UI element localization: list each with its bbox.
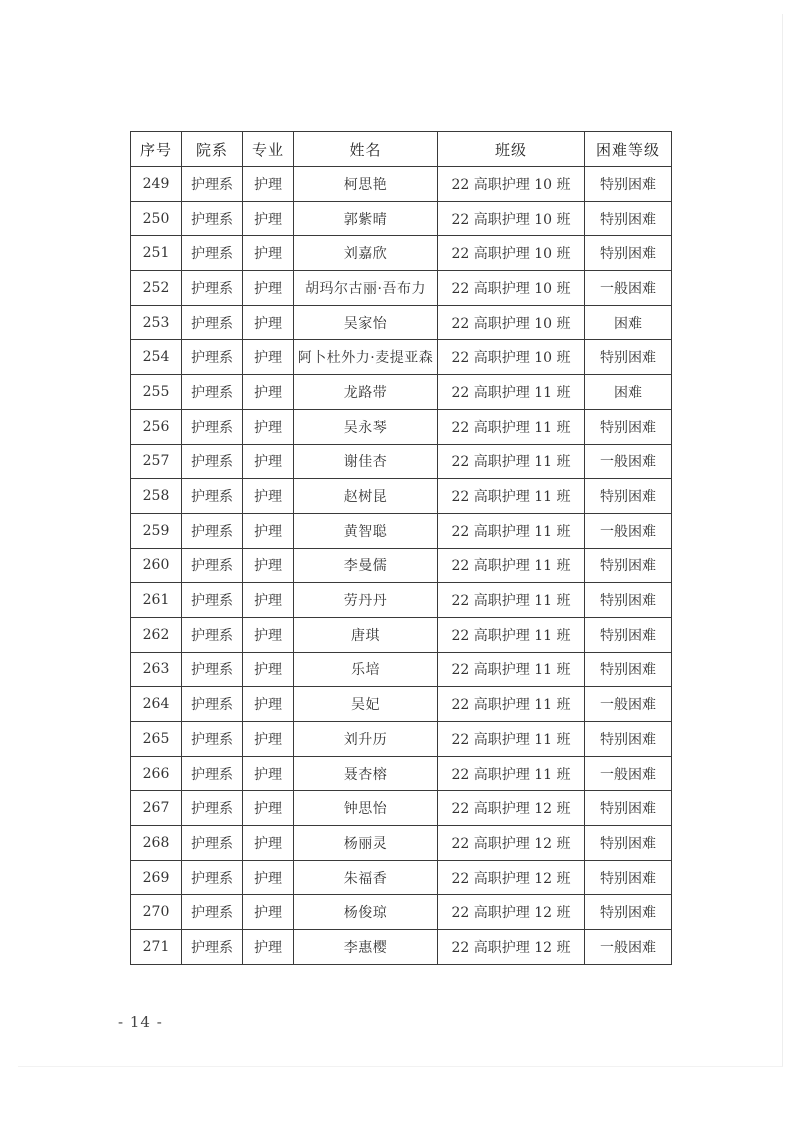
row-major-cell: 护理 [243, 652, 294, 687]
row-class-cell: 22 高职护理 12 班 [438, 791, 585, 826]
header-number: 序号 [131, 132, 182, 167]
row-name-cell: 黄智聪 [294, 513, 438, 548]
row-number-cell: 253 [131, 305, 182, 340]
row-department-cell: 护理系 [182, 305, 243, 340]
row-department-cell: 护理系 [182, 167, 243, 202]
row-number-cell: 270 [131, 895, 182, 930]
row-number-cell: 261 [131, 583, 182, 618]
row-class-cell: 22 高职护理 12 班 [438, 826, 585, 861]
row-number-cell: 269 [131, 860, 182, 895]
row-name-cell: 劳丹丹 [294, 583, 438, 618]
row-number-cell: 256 [131, 409, 182, 444]
row-class-cell: 22 高职护理 11 班 [438, 687, 585, 722]
row-difficulty-level-cell: 特别困难 [585, 236, 672, 271]
row-name-cell: 乐培 [294, 652, 438, 687]
row-number-cell: 267 [131, 791, 182, 826]
row-department-cell: 护理系 [182, 236, 243, 271]
row-number-cell: 263 [131, 652, 182, 687]
row-department-cell: 护理系 [182, 791, 243, 826]
row-name-cell: 阿卜杜外力·麦提亚森 [294, 340, 438, 375]
row-department-cell: 护理系 [182, 930, 243, 965]
row-difficulty-level-cell: 一般困难 [585, 513, 672, 548]
table-row [131, 791, 672, 826]
row-number-cell: 259 [131, 513, 182, 548]
row-class-cell: 22 高职护理 12 班 [438, 930, 585, 965]
row-name-cell: 朱福香 [294, 860, 438, 895]
row-name-cell: 钟思怡 [294, 791, 438, 826]
row-major-cell: 护理 [243, 236, 294, 271]
row-difficulty-level-cell: 一般困难 [585, 444, 672, 479]
row-major-cell: 护理 [243, 167, 294, 202]
row-class-cell: 22 高职护理 10 班 [438, 167, 585, 202]
row-major-cell: 护理 [243, 722, 294, 757]
table-row [131, 479, 672, 514]
row-difficulty-level-cell: 一般困难 [585, 271, 672, 306]
row-difficulty-level-cell: 特别困难 [585, 409, 672, 444]
row-number-cell: 254 [131, 340, 182, 375]
row-class-cell: 22 高职护理 11 班 [438, 722, 585, 757]
row-department-cell: 护理系 [182, 652, 243, 687]
row-name-cell: 赵树昆 [294, 479, 438, 514]
row-department-cell: 护理系 [182, 756, 243, 791]
header-major: 专业 [243, 132, 294, 167]
row-department-cell: 护理系 [182, 583, 243, 618]
row-difficulty-level-cell: 一般困难 [585, 930, 672, 965]
table-row [131, 895, 672, 930]
table-row [131, 375, 672, 410]
row-name-cell: 胡玛尔古丽·吾布力 [294, 271, 438, 306]
row-major-cell: 护理 [243, 271, 294, 306]
row-name-cell: 谢佳杏 [294, 444, 438, 479]
row-number-cell: 262 [131, 617, 182, 652]
row-number-cell: 249 [131, 167, 182, 202]
row-class-cell: 22 高职护理 10 班 [438, 340, 585, 375]
row-difficulty-level-cell: 特别困难 [585, 652, 672, 687]
row-major-cell: 护理 [243, 930, 294, 965]
row-difficulty-level-cell: 特别困难 [585, 548, 672, 583]
table-row [131, 687, 672, 722]
row-name-cell: 吴家怡 [294, 305, 438, 340]
row-major-cell: 护理 [243, 444, 294, 479]
row-major-cell: 护理 [243, 375, 294, 410]
row-class-cell: 22 高职护理 10 班 [438, 236, 585, 271]
row-department-cell: 护理系 [182, 271, 243, 306]
row-difficulty-level-cell: 特别困难 [585, 617, 672, 652]
row-department-cell: 护理系 [182, 826, 243, 861]
row-difficulty-level-cell: 特别困难 [585, 583, 672, 618]
row-major-cell: 护理 [243, 687, 294, 722]
row-difficulty-level-cell: 困难 [585, 305, 672, 340]
row-name-cell: 唐琪 [294, 617, 438, 652]
row-name-cell: 杨丽灵 [294, 826, 438, 861]
row-difficulty-level-cell: 特别困难 [585, 167, 672, 202]
row-major-cell: 护理 [243, 340, 294, 375]
row-difficulty-level-cell: 特别困难 [585, 201, 672, 236]
row-number-cell: 251 [131, 236, 182, 271]
row-class-cell: 22 高职护理 10 班 [438, 201, 585, 236]
row-class-cell: 22 高职护理 11 班 [438, 409, 585, 444]
table-row [131, 236, 672, 271]
row-name-cell: 李惠樱 [294, 930, 438, 965]
row-number-cell: 268 [131, 826, 182, 861]
row-difficulty-level-cell: 特别困难 [585, 791, 672, 826]
row-department-cell: 护理系 [182, 409, 243, 444]
row-number-cell: 260 [131, 548, 182, 583]
table-row [131, 860, 672, 895]
row-major-cell: 护理 [243, 756, 294, 791]
row-class-cell: 22 高职护理 11 班 [438, 444, 585, 479]
row-number-cell: 258 [131, 479, 182, 514]
row-name-cell: 李曼儒 [294, 548, 438, 583]
table-header-row [131, 132, 672, 167]
table-row [131, 271, 672, 306]
table-row [131, 513, 672, 548]
row-difficulty-level-cell: 特别困难 [585, 722, 672, 757]
row-class-cell: 22 高职护理 12 班 [438, 860, 585, 895]
row-class-cell: 22 高职护理 10 班 [438, 271, 585, 306]
row-class-cell: 22 高职护理 12 班 [438, 895, 585, 930]
table-row [131, 167, 672, 202]
row-name-cell: 聂杏榕 [294, 756, 438, 791]
row-department-cell: 护理系 [182, 722, 243, 757]
row-major-cell: 护理 [243, 583, 294, 618]
table-row [131, 826, 672, 861]
header-class: 班级 [438, 132, 585, 167]
row-name-cell: 吴永琴 [294, 409, 438, 444]
student-roster-table [130, 131, 672, 965]
row-name-cell: 刘嘉欣 [294, 236, 438, 271]
row-class-cell: 22 高职护理 11 班 [438, 617, 585, 652]
row-class-cell: 22 高职护理 11 班 [438, 548, 585, 583]
table-row [131, 583, 672, 618]
row-class-cell: 22 高职护理 11 班 [438, 513, 585, 548]
row-department-cell: 护理系 [182, 444, 243, 479]
row-major-cell: 护理 [243, 548, 294, 583]
row-department-cell: 护理系 [182, 687, 243, 722]
row-number-cell: 266 [131, 756, 182, 791]
row-number-cell: 264 [131, 687, 182, 722]
row-name-cell: 吴妃 [294, 687, 438, 722]
row-department-cell: 护理系 [182, 860, 243, 895]
row-class-cell: 22 高职护理 11 班 [438, 652, 585, 687]
row-difficulty-level-cell: 特别困难 [585, 340, 672, 375]
row-major-cell: 护理 [243, 201, 294, 236]
row-difficulty-level-cell: 特别困难 [585, 895, 672, 930]
row-number-cell: 250 [131, 201, 182, 236]
row-name-cell: 郭紫晴 [294, 201, 438, 236]
table-row [131, 756, 672, 791]
row-major-cell: 护理 [243, 409, 294, 444]
page-number: - 14 - [118, 1013, 163, 1031]
row-difficulty-level-cell: 一般困难 [585, 687, 672, 722]
row-name-cell: 刘升历 [294, 722, 438, 757]
row-difficulty-level-cell: 困难 [585, 375, 672, 410]
row-major-cell: 护理 [243, 617, 294, 652]
table-row [131, 201, 672, 236]
row-major-cell: 护理 [243, 513, 294, 548]
row-class-cell: 22 高职护理 11 班 [438, 375, 585, 410]
row-major-cell: 护理 [243, 479, 294, 514]
row-department-cell: 护理系 [182, 513, 243, 548]
row-department-cell: 护理系 [182, 375, 243, 410]
header-difficulty-level: 困难等级 [585, 132, 672, 167]
row-number-cell: 255 [131, 375, 182, 410]
row-major-cell: 护理 [243, 895, 294, 930]
row-difficulty-level-cell: 特别困难 [585, 826, 672, 861]
row-name-cell: 杨俊琼 [294, 895, 438, 930]
row-class-cell: 22 高职护理 11 班 [438, 756, 585, 791]
row-major-cell: 护理 [243, 826, 294, 861]
table-row [131, 652, 672, 687]
row-department-cell: 护理系 [182, 895, 243, 930]
table-row [131, 617, 672, 652]
row-department-cell: 护理系 [182, 479, 243, 514]
table-row [131, 409, 672, 444]
row-difficulty-level-cell: 一般困难 [585, 756, 672, 791]
row-number-cell: 265 [131, 722, 182, 757]
row-department-cell: 护理系 [182, 201, 243, 236]
table-row [131, 444, 672, 479]
row-major-cell: 护理 [243, 791, 294, 826]
row-department-cell: 护理系 [182, 617, 243, 652]
row-department-cell: 护理系 [182, 340, 243, 375]
header-name: 姓名 [294, 132, 438, 167]
row-number-cell: 252 [131, 271, 182, 306]
table-row [131, 340, 672, 375]
row-name-cell: 龙路带 [294, 375, 438, 410]
row-number-cell: 271 [131, 930, 182, 965]
row-major-cell: 护理 [243, 305, 294, 340]
row-difficulty-level-cell: 特别困难 [585, 860, 672, 895]
row-class-cell: 22 高职护理 10 班 [438, 305, 585, 340]
header-department: 院系 [182, 132, 243, 167]
table-row [131, 722, 672, 757]
row-class-cell: 22 高职护理 11 班 [438, 479, 585, 514]
row-difficulty-level-cell: 特别困难 [585, 479, 672, 514]
table-row [131, 548, 672, 583]
table-row [131, 305, 672, 340]
row-major-cell: 护理 [243, 860, 294, 895]
row-class-cell: 22 高职护理 11 班 [438, 583, 585, 618]
row-number-cell: 257 [131, 444, 182, 479]
row-name-cell: 柯思艳 [294, 167, 438, 202]
table-body [131, 167, 672, 965]
table-row [131, 930, 672, 965]
row-department-cell: 护理系 [182, 548, 243, 583]
